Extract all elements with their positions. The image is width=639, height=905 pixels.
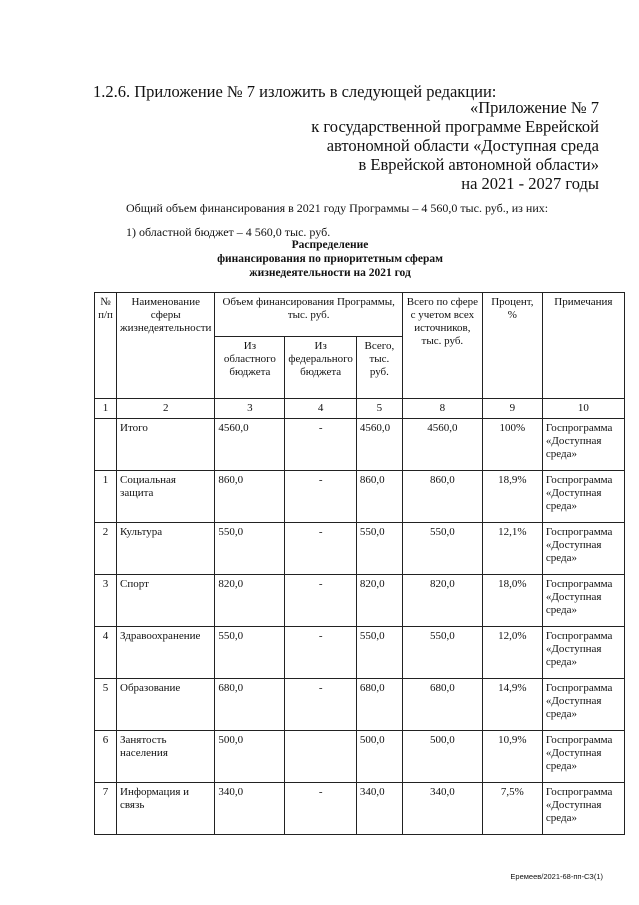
cell-total: 820,0 bbox=[356, 575, 402, 627]
cell-all: 4560,0 bbox=[402, 419, 482, 471]
cell-percent: 7,5% bbox=[482, 783, 542, 835]
appendix-line: «Приложение № 7 bbox=[469, 98, 599, 117]
col-number: 8 bbox=[402, 399, 482, 419]
header-regional: Из областного бюджета bbox=[215, 337, 285, 399]
table-row bbox=[95, 783, 625, 835]
cell-num: 3 bbox=[95, 575, 117, 627]
distribution-title-line: финансирования по приоритетным сферам bbox=[217, 253, 443, 265]
cell-all: 550,0 bbox=[402, 523, 482, 575]
cell-percent: 14,9% bbox=[482, 679, 542, 731]
header-federal: Из федерального бюджета bbox=[285, 337, 356, 399]
table-row bbox=[95, 627, 625, 679]
financing-table bbox=[94, 292, 625, 835]
cell-regional: 680,0 bbox=[215, 679, 285, 731]
cell-total: 860,0 bbox=[356, 471, 402, 523]
cell-num: 1 bbox=[95, 471, 117, 523]
cell-federal: - bbox=[285, 419, 356, 471]
total-financing-line: Общий объем финансирования в 2021 году Программы – 4 560,0 тыс. руб., из них: bbox=[126, 201, 549, 215]
cell-note: Госпрограмма «Доступная среда» bbox=[542, 783, 624, 835]
table-row bbox=[95, 679, 625, 731]
table-row bbox=[95, 523, 625, 575]
col-number: 9 bbox=[482, 399, 542, 419]
header-notes: Примечания bbox=[542, 293, 624, 399]
cell-note: Госпрограмма «Доступная среда» bbox=[542, 575, 624, 627]
col-number: 10 bbox=[542, 399, 624, 419]
cell-note: Госпрограмма «Доступная среда» bbox=[542, 627, 624, 679]
cell-num bbox=[95, 419, 117, 471]
cell-federal: - bbox=[285, 679, 356, 731]
appendix-line: в Еврейской автономной области» bbox=[358, 155, 599, 174]
table-row bbox=[95, 471, 625, 523]
cell-percent: 100% bbox=[482, 419, 542, 471]
cell-percent: 12,0% bbox=[482, 627, 542, 679]
cell-name: Итого bbox=[117, 419, 215, 471]
section-heading: 1.2.6. Приложение № 7 изложить в следующей редакции: bbox=[93, 82, 497, 101]
cell-federal: - bbox=[285, 523, 356, 575]
cell-all: 550,0 bbox=[402, 627, 482, 679]
appendix-line: на 2021 - 2027 годы bbox=[461, 174, 599, 193]
cell-name: Спорт bbox=[117, 575, 215, 627]
distribution-title-line: жизнедеятельности на 2021 год bbox=[249, 267, 411, 279]
cell-name: Образование bbox=[117, 679, 215, 731]
document-footer: Еремеев/2021-68-пп-СЗ(1) bbox=[510, 872, 603, 881]
col-number: 3 bbox=[215, 399, 285, 419]
cell-total: 4560,0 bbox=[356, 419, 402, 471]
table-row bbox=[95, 731, 625, 783]
cell-regional: 4560,0 bbox=[215, 419, 285, 471]
cell-regional: 860,0 bbox=[215, 471, 285, 523]
cell-regional: 820,0 bbox=[215, 575, 285, 627]
cell-federal: - bbox=[285, 627, 356, 679]
column-number-row bbox=[95, 399, 625, 419]
cell-percent: 10,9% bbox=[482, 731, 542, 783]
table-row bbox=[95, 419, 625, 471]
header-total: Всего, тыс. руб. bbox=[356, 337, 402, 399]
cell-all: 680,0 bbox=[402, 679, 482, 731]
appendix-line: автономной области «Доступная среда bbox=[326, 136, 599, 155]
regional-budget-line: 1) областной бюджет – 4 560,0 тыс. руб. bbox=[126, 225, 331, 239]
cell-num: 2 bbox=[95, 523, 117, 575]
cell-total: 340,0 bbox=[356, 783, 402, 835]
cell-regional: 550,0 bbox=[215, 523, 285, 575]
appendix-line: к государственной программе Еврейской bbox=[311, 117, 599, 136]
header-num: № п/п bbox=[95, 293, 117, 399]
col-number: 1 bbox=[95, 399, 117, 419]
col-number: 2 bbox=[117, 399, 215, 419]
header-name: Наименование сферы жизнедеятельности bbox=[117, 293, 215, 399]
cell-federal: - bbox=[285, 471, 356, 523]
distribution-title bbox=[180, 238, 480, 280]
table-row bbox=[95, 575, 625, 627]
cell-name: Занятость населения bbox=[117, 731, 215, 783]
col-number: 4 bbox=[285, 399, 356, 419]
cell-total: 500,0 bbox=[356, 731, 402, 783]
col-number: 5 bbox=[356, 399, 402, 419]
cell-all: 820,0 bbox=[402, 575, 482, 627]
cell-note: Госпрограмма «Доступная среда» bbox=[542, 731, 624, 783]
cell-federal: - bbox=[285, 783, 356, 835]
cell-name: Информация и связь bbox=[117, 783, 215, 835]
cell-note: Госпрограмма «Доступная среда» bbox=[542, 471, 624, 523]
cell-percent: 18,0% bbox=[482, 575, 542, 627]
header-volume: Объем финансирования Программы, тыс. руб. bbox=[215, 293, 402, 337]
cell-total: 550,0 bbox=[356, 523, 402, 575]
cell-total: 680,0 bbox=[356, 679, 402, 731]
cell-name: Социальная защита bbox=[117, 471, 215, 523]
cell-regional: 500,0 bbox=[215, 731, 285, 783]
cell-num: 6 bbox=[95, 731, 117, 783]
cell-percent: 18,9% bbox=[482, 471, 542, 523]
cell-note: Госпрограмма «Доступная среда» bbox=[542, 523, 624, 575]
cell-note: Госпрограмма «Доступная среда» bbox=[542, 679, 624, 731]
cell-num: 5 bbox=[95, 679, 117, 731]
cell-all: 340,0 bbox=[402, 783, 482, 835]
cell-note: Госпрограмма «Доступная среда» bbox=[542, 419, 624, 471]
cell-regional: 340,0 bbox=[215, 783, 285, 835]
cell-all: 860,0 bbox=[402, 471, 482, 523]
cell-name: Культура bbox=[117, 523, 215, 575]
cell-total: 550,0 bbox=[356, 627, 402, 679]
cell-all: 500,0 bbox=[402, 731, 482, 783]
header-all-sources: Всего по сфере с учетом всех источников, тыс. руб. bbox=[402, 293, 482, 399]
header-percent: Процент, % bbox=[482, 293, 542, 399]
appendix-block bbox=[311, 98, 599, 193]
cell-percent: 12,1% bbox=[482, 523, 542, 575]
distribution-title-line: Распределение bbox=[291, 239, 369, 251]
cell-federal: - bbox=[285, 575, 356, 627]
cell-num: 7 bbox=[95, 783, 117, 835]
cell-regional: 550,0 bbox=[215, 627, 285, 679]
cell-federal bbox=[285, 731, 356, 783]
cell-num: 4 bbox=[95, 627, 117, 679]
cell-name: Здравоохранение bbox=[117, 627, 215, 679]
